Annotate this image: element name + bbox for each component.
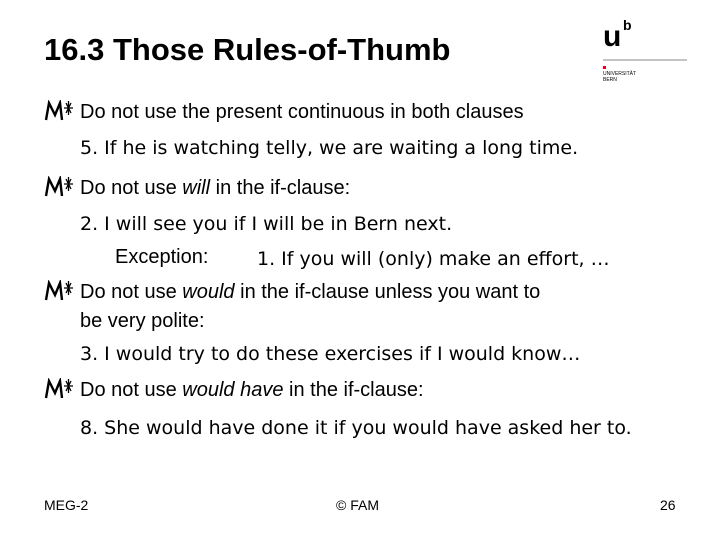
bullet-text: Do not use the present continuous in both clauses <box>80 101 524 123</box>
checkbox-pen-icon <box>44 176 76 204</box>
bullet-text-continuation: be very polite: <box>80 310 205 332</box>
university-logo <box>603 20 689 82</box>
bullet-text: Do not use would in the if-clause unless you want to <box>80 281 541 303</box>
checkbox-pen-icon <box>44 100 76 128</box>
bullet-text: Do not use will in the if-clause: <box>80 177 351 199</box>
exception-example: 1. If you will (only) make an effort, … <box>257 248 610 270</box>
bullet-text: Do not use would have in the if-clause: <box>80 379 424 401</box>
svg-text:b: b <box>623 20 632 33</box>
footer-copyright: © FAM <box>336 497 379 513</box>
page-title: 16.3 Those Rules-of-Thumb <box>44 32 451 67</box>
example-sentence: 2. I will see you if I will be in Bern next. <box>80 213 453 235</box>
example-sentence: 8. She would have done it if you would have asked her to. <box>80 417 632 439</box>
checkbox-pen-icon <box>44 280 76 308</box>
checkbox-pen-icon <box>44 378 76 406</box>
exception-label: Exception: <box>115 246 209 268</box>
example-sentence: 5. If he is watching telly, we are waiting a long time. <box>80 137 579 159</box>
example-sentence: 3. I would try to do these exercises if I would know… <box>80 343 581 365</box>
footer-page-number: 26 <box>660 497 676 513</box>
svg-text:u: u <box>603 20 622 53</box>
svg-text:BERN: BERN <box>603 77 617 82</box>
footer-course: MEG-2 <box>44 497 89 513</box>
svg-text:UNIVERSITÄT: UNIVERSITÄT <box>603 71 637 77</box>
logo-accent-mark <box>603 66 606 69</box>
unibe-logo-icon <box>603 20 689 82</box>
